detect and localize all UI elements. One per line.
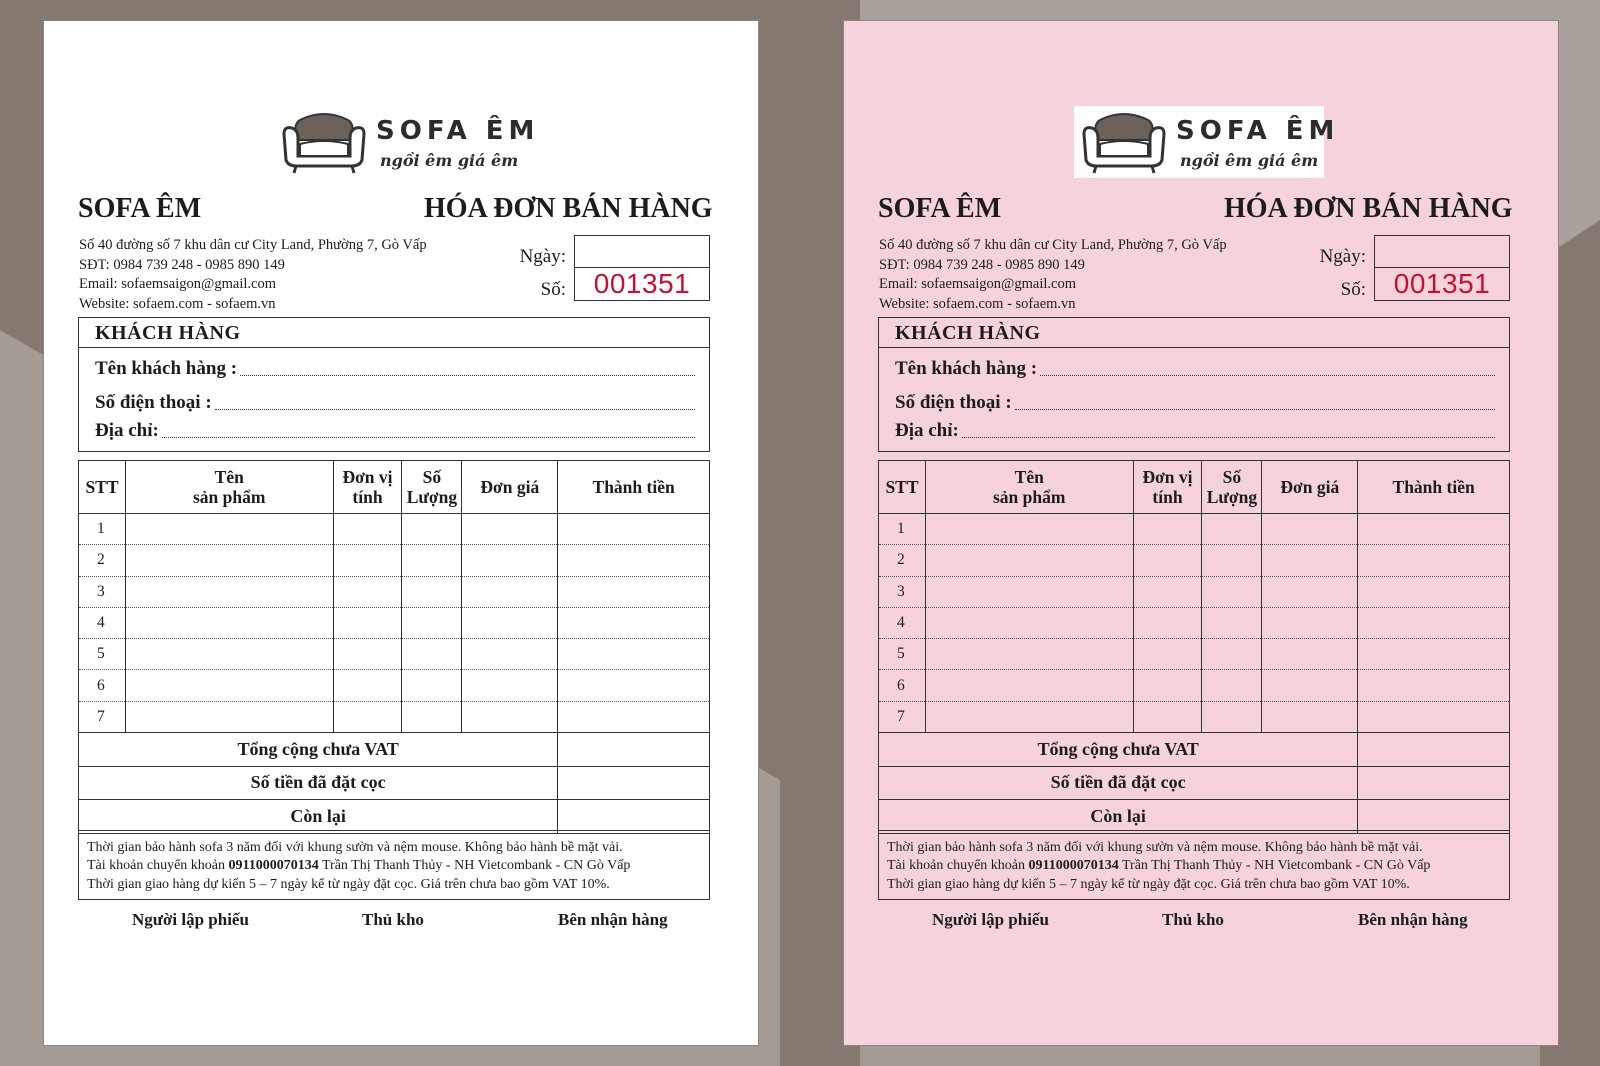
table-row (879, 701, 1510, 732)
bank-note (887, 857, 1509, 875)
cell-product[interactable] (125, 576, 333, 607)
invoice-number: 001351 (1374, 267, 1510, 301)
shop-name: SOFA ÊM (78, 193, 202, 224)
cell-total[interactable] (1358, 607, 1510, 638)
header-unit (333, 461, 402, 514)
shop-address: Số 40 đường số 7 khu dân cư City Land, Phường 7, Gò Vấp (879, 237, 1227, 253)
remaining-value[interactable] (558, 800, 710, 834)
header-product (925, 461, 1133, 514)
subtotal-value[interactable] (1358, 733, 1510, 767)
cell-price[interactable] (462, 545, 558, 576)
customer-address-row[interactable] (95, 420, 695, 442)
remaining-value[interactable] (1358, 800, 1510, 834)
cell-quantity[interactable] (1202, 545, 1262, 576)
header-unit-line2: tính (1152, 487, 1183, 507)
cell-unit[interactable] (333, 701, 402, 732)
invoice-title: HÓA ĐƠN BÁN HÀNG (424, 193, 713, 224)
cell-price[interactable] (1262, 545, 1358, 576)
cell-unit[interactable] (333, 639, 402, 670)
bank-note-prefix: Tài khoản chuyển khoản (87, 858, 229, 874)
date-field[interactable] (1374, 235, 1510, 268)
logo (274, 106, 540, 178)
header-product-line2: sản phẩm (193, 487, 266, 507)
cell-unit[interactable] (333, 514, 402, 545)
cell-quantity[interactable] (402, 639, 462, 670)
deposit-value[interactable] (558, 766, 710, 800)
cell-product[interactable] (125, 607, 333, 638)
customer-phone-line[interactable] (1015, 409, 1495, 410)
bank-account-number: 0911000070134 (228, 858, 319, 874)
cell-price[interactable] (1262, 670, 1358, 701)
row-number: 7 (879, 701, 926, 732)
table-row (879, 607, 1510, 638)
bank-note-prefix: Tài khoản chuyển khoản (887, 858, 1029, 874)
header-product-line2: sản phẩm (993, 487, 1066, 507)
customer-address-line[interactable] (962, 437, 1495, 438)
header-price: Đơn giá (1262, 461, 1358, 514)
cell-total[interactable] (1358, 639, 1510, 670)
customer-phone-row[interactable] (95, 392, 695, 414)
header-product-line1: Tên (214, 467, 244, 487)
header-unit-line2: tính (352, 487, 383, 507)
cell-price[interactable] (1262, 607, 1358, 638)
cell-product[interactable] (125, 545, 333, 576)
cell-product[interactable] (925, 670, 1133, 701)
customer-heading: KHÁCH HÀNG (79, 318, 709, 348)
table-row (879, 514, 1510, 545)
cell-total[interactable] (558, 670, 710, 701)
table-row (879, 639, 1510, 670)
warranty-note: Thời gian bảo hành sofa 3 năm đối với khung sườn và nệm mouse. Không bảo hành bề mặt vải. (887, 840, 1423, 855)
cell-quantity[interactable] (402, 701, 462, 732)
customer-heading: KHÁCH HÀNG (879, 318, 1509, 348)
row-number: 3 (79, 576, 126, 607)
table-row (79, 607, 710, 638)
header-quantity (1202, 461, 1262, 514)
row-number: 4 (79, 607, 126, 638)
logo-name: SOFA ÊM (376, 116, 540, 146)
logo (1074, 106, 1340, 178)
logo-slogan: ngồi êm giá êm (1180, 151, 1319, 170)
terms-notes (878, 830, 1510, 900)
cell-unit[interactable] (333, 545, 402, 576)
cell-product[interactable] (925, 545, 1133, 576)
cell-total[interactable] (1358, 701, 1510, 732)
cell-total[interactable] (558, 607, 710, 638)
cell-total[interactable] (1358, 514, 1510, 545)
subtotal-value[interactable] (558, 733, 710, 767)
cell-quantity[interactable] (402, 545, 462, 576)
cell-product[interactable] (125, 514, 333, 545)
cell-product[interactable] (125, 670, 333, 701)
table-row (79, 545, 710, 576)
subtotal-label: Tổng cộng chưa VAT (879, 733, 1358, 767)
remaining-row (879, 800, 1510, 834)
row-number: 1 (79, 514, 126, 545)
deposit-value[interactable] (1358, 766, 1510, 800)
number-label: Số: (1340, 279, 1366, 300)
table-header-row (879, 461, 1510, 514)
shop-address: Số 40 đường số 7 khu dân cư City Land, Phường 7, Gò Vấp (79, 237, 427, 253)
shop-email: Email: sofaemsaigon@gmail.com (79, 276, 276, 292)
cell-unit[interactable] (333, 576, 402, 607)
remaining-label: Còn lại (879, 800, 1358, 834)
table-row (879, 545, 1510, 576)
signature-warehouse: Thủ kho (1162, 910, 1224, 929)
cell-price[interactable] (1262, 514, 1358, 545)
customer-address-row[interactable] (895, 420, 1495, 442)
bank-note (87, 857, 709, 875)
cell-quantity[interactable] (1202, 514, 1262, 545)
row-number: 6 (79, 670, 126, 701)
header-product (125, 461, 333, 514)
cell-product[interactable] (925, 514, 1133, 545)
customer-name-line[interactable] (1040, 375, 1495, 376)
cell-quantity[interactable] (402, 607, 462, 638)
sofa-icon (280, 110, 368, 174)
bank-note-suffix: Trần Thị Thanh Thủy - NH Vietcombank - CN Gò Vấp (318, 858, 631, 874)
table-row (79, 576, 710, 607)
subtotal-row (879, 733, 1510, 767)
cell-total[interactable] (1358, 576, 1510, 607)
logo-slogan: ngồi êm giá êm (380, 151, 519, 170)
customer-phone-row[interactable] (895, 392, 1495, 414)
customer-phone-label: Số điện thoại : (895, 392, 1012, 413)
shop-phone: SĐT: 0984 739 248 - 0985 890 149 (79, 256, 285, 273)
cell-total[interactable] (558, 514, 710, 545)
customer-name-row[interactable] (95, 358, 695, 380)
table-row (79, 514, 710, 545)
customer-section (78, 317, 710, 452)
deposit-label: Số tiền đã đặt cọc (879, 766, 1358, 800)
date-field[interactable] (574, 235, 710, 268)
customer-name-row[interactable] (895, 358, 1495, 380)
cell-total[interactable] (558, 701, 710, 732)
cell-price[interactable] (1262, 701, 1358, 732)
table-row (79, 701, 710, 732)
row-number: 2 (79, 545, 126, 576)
customer-address-label: Địa chỉ: (895, 420, 959, 441)
header-total: Thành tiền (558, 461, 710, 514)
cell-price[interactable] (462, 639, 558, 670)
customer-address-line[interactable] (162, 437, 695, 438)
cell-quantity[interactable] (1202, 639, 1262, 670)
cell-product[interactable] (125, 639, 333, 670)
header-product-line1: Tên (1014, 467, 1044, 487)
shop-website: Website: sofaem.com - sofaem.vn (79, 295, 276, 312)
cell-total[interactable] (1358, 545, 1510, 576)
delivery-note: Thời gian giao hàng dự kiến 5 – 7 ngày kể từ ngày đặt cọc. Giá trên chưa bao gồm VAT 10%. (887, 876, 1410, 892)
cell-product[interactable] (925, 576, 1133, 607)
cell-quantity[interactable] (402, 576, 462, 607)
deposit-label: Số tiền đã đặt cọc (79, 766, 558, 800)
cell-unit[interactable] (1133, 514, 1202, 545)
customer-address-label: Địa chỉ: (95, 420, 159, 441)
shop-website: Website: sofaem.com - sofaem.vn (879, 295, 1076, 312)
customer-name-label: Tên khách hàng : (895, 358, 1038, 379)
header-quantity-line1: Số (422, 467, 442, 487)
cell-total[interactable] (558, 639, 710, 670)
invoice-number: 001351 (574, 267, 710, 301)
date-label: Ngày: (519, 246, 566, 267)
shop-phone: SĐT: 0984 739 248 - 0985 890 149 (879, 256, 1085, 273)
header-quantity-line2: Lượng (406, 487, 458, 507)
bank-account-number: 0911000070134 (1028, 858, 1119, 874)
logo-name: SOFA ÊM (1176, 116, 1340, 146)
subtotal-row (79, 733, 710, 767)
table-row (79, 639, 710, 670)
cell-total[interactable] (558, 545, 710, 576)
remaining-row (79, 800, 710, 834)
invoice-title: HÓA ĐƠN BÁN HÀNG (1224, 193, 1513, 224)
sofa-icon (1080, 110, 1168, 174)
cell-price[interactable] (462, 576, 558, 607)
header-quantity-line2: Lượng (1206, 487, 1258, 507)
row-number: 5 (79, 639, 126, 670)
signature-receiver: Bên nhận hàng (1358, 910, 1468, 929)
cell-product[interactable] (925, 639, 1133, 670)
cell-price[interactable] (462, 670, 558, 701)
cell-quantity[interactable] (402, 670, 462, 701)
header-unit-line1: Đơn vị (342, 467, 393, 487)
customer-name-label: Tên khách hàng : (95, 358, 238, 379)
cell-quantity[interactable] (1202, 576, 1262, 607)
warranty-note: Thời gian bảo hành sofa 3 năm đối với khung sườn và nệm mouse. Không bảo hành bề mặt vải. (87, 840, 623, 855)
header-quantity-line1: Số (1222, 467, 1242, 487)
shop-info (879, 236, 1227, 314)
invoice-sheet-pink (843, 20, 1559, 1046)
row-number: 7 (79, 701, 126, 732)
cell-product[interactable] (925, 701, 1133, 732)
cell-quantity[interactable] (402, 514, 462, 545)
subtotal-label: Tổng cộng chưa VAT (79, 733, 558, 767)
cell-unit[interactable] (1133, 701, 1202, 732)
date-label: Ngày: (1319, 246, 1366, 267)
cell-total[interactable] (558, 576, 710, 607)
cell-unit[interactable] (1133, 639, 1202, 670)
deposit-row (79, 766, 710, 800)
row-number: 2 (879, 545, 926, 576)
items-table (878, 460, 1510, 834)
row-number: 6 (879, 670, 926, 701)
signature-creator: Người lập phiếu (932, 910, 1049, 929)
shop-name: SOFA ÊM (878, 193, 1002, 224)
table-row (879, 670, 1510, 701)
deposit-row (879, 766, 1510, 800)
header-stt: STT (79, 461, 126, 514)
header-unit (1133, 461, 1202, 514)
header-price: Đơn giá (462, 461, 558, 514)
number-label: Số: (540, 279, 566, 300)
bank-note-suffix: Trần Thị Thanh Thủy - NH Vietcombank - CN Gò Vấp (1118, 858, 1431, 874)
header-stt: STT (879, 461, 926, 514)
header-unit-line1: Đơn vị (1142, 467, 1193, 487)
cell-quantity[interactable] (1202, 670, 1262, 701)
signature-warehouse: Thủ kho (362, 910, 424, 929)
header-quantity (402, 461, 462, 514)
cell-unit[interactable] (1133, 670, 1202, 701)
cell-price[interactable] (462, 701, 558, 732)
cell-unit[interactable] (333, 670, 402, 701)
signature-creator: Người lập phiếu (132, 910, 249, 929)
row-number: 4 (879, 607, 926, 638)
cell-unit[interactable] (1133, 607, 1202, 638)
shop-email: Email: sofaemsaigon@gmail.com (879, 276, 1076, 292)
cell-unit[interactable] (333, 607, 402, 638)
row-number: 3 (879, 576, 926, 607)
signature-receiver: Bên nhận hàng (558, 910, 668, 929)
cell-total[interactable] (1358, 670, 1510, 701)
customer-phone-label: Số điện thoại : (95, 392, 212, 413)
cell-price[interactable] (1262, 639, 1358, 670)
items-table (78, 460, 710, 834)
customer-phone-line[interactable] (215, 409, 695, 410)
cell-quantity[interactable] (1202, 607, 1262, 638)
shop-info (79, 236, 427, 314)
cell-price[interactable] (1262, 576, 1358, 607)
terms-notes (78, 830, 710, 900)
table-row (79, 670, 710, 701)
cell-price[interactable] (462, 607, 558, 638)
cell-unit[interactable] (1133, 545, 1202, 576)
delivery-note: Thời gian giao hàng dự kiến 5 – 7 ngày kể từ ngày đặt cọc. Giá trên chưa bao gồm VAT 10%. (87, 876, 610, 892)
cell-unit[interactable] (1133, 576, 1202, 607)
customer-name-line[interactable] (240, 375, 695, 376)
cell-price[interactable] (462, 514, 558, 545)
table-row (879, 576, 1510, 607)
cell-quantity[interactable] (1202, 701, 1262, 732)
cell-product[interactable] (125, 701, 333, 732)
customer-section (878, 317, 1510, 452)
row-number: 1 (879, 514, 926, 545)
header-total: Thành tiền (1358, 461, 1510, 514)
remaining-label: Còn lại (79, 800, 558, 834)
table-header-row (79, 461, 710, 514)
cell-product[interactable] (925, 607, 1133, 638)
invoice-sheet-white (43, 20, 759, 1046)
row-number: 5 (879, 639, 926, 670)
